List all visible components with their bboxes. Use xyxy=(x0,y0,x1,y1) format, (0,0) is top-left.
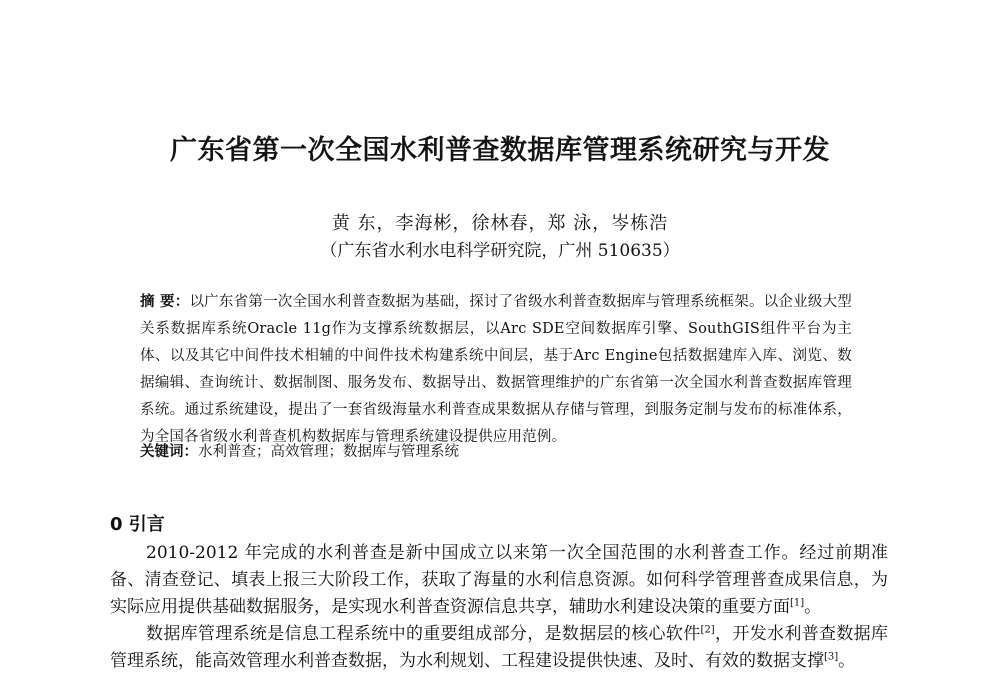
body-text xyxy=(110,540,888,675)
keywords-label: 关键词： xyxy=(140,444,198,460)
citation-ref: [1] xyxy=(790,597,805,609)
abstract xyxy=(140,289,852,451)
paragraph xyxy=(110,621,888,675)
abstract-label: 摘 要： xyxy=(140,294,190,310)
paper-title: 广东省第一次全国水利普查数据库管理系统研究与开发 xyxy=(170,135,830,166)
abstract-text: 以广东省第一次全国水利普查数据为基础，探讨了省级水利普查数据库与管理系统框架。以企业级大型关系数据库系统Oracle 11g作为支撑系统数据层，以Arc SDE空间数据库引擎、SouthGIS组件平台为主体、以及其它中间件技术相辅的中间件技术构建系统中间层，基于Arc Engine包括数据建库入库、浏览、数据编辑、查询统计、数据制图、服务发布、数据导出、数据管理维护的广东省第一次全国水利普查数据库管理系统。通过系统建设，提出了一套省级海量水利普查成果数据从存储与管理，到服务定制与发布的标准体系，为全国各省级水利普查机构数据库与管理系统建设提供应用范例。 xyxy=(140,294,852,445)
paragraph-end: 。 xyxy=(838,651,856,671)
keywords-text: 水利普查；高效管理；数据库与管理系统 xyxy=(198,444,459,460)
citation-ref: [2] xyxy=(700,624,715,636)
paragraph-end: 。 xyxy=(804,597,822,617)
citation-ref: [3] xyxy=(824,651,839,663)
section-heading: 0 引言 xyxy=(110,514,165,535)
keywords xyxy=(140,440,852,461)
affiliation: （广东省水利水电科学研究院，广州 510635） xyxy=(320,241,680,261)
paragraph-text: 2010-2012 年完成的水利普查是新中国成立以来第一次全国范围的水利普查工作。经过前期准备、清查登记、填表上报三大阶段工作，获取了海量的水利信息资源。如何科学管理普查成果信息，为实际应用提供基础数据服务，是实现水利普查资源信息共享，辅助水利建设决策的重要方面 xyxy=(110,543,888,617)
author-list: 黄 东，李海彬，徐林春，郑 泳，岑栋浩 xyxy=(331,213,669,234)
paragraph xyxy=(110,540,888,621)
paragraph-text: ，开发水利普查数据库管理系统，能高效管理水利普查数据，为水利规划、工程建设提供快速、及时、有效的数据支撑 xyxy=(110,624,889,671)
paragraph-text: 数据库管理系统是信息工程系统中的重要组成部分，是数据层的核心软件 xyxy=(146,624,701,644)
